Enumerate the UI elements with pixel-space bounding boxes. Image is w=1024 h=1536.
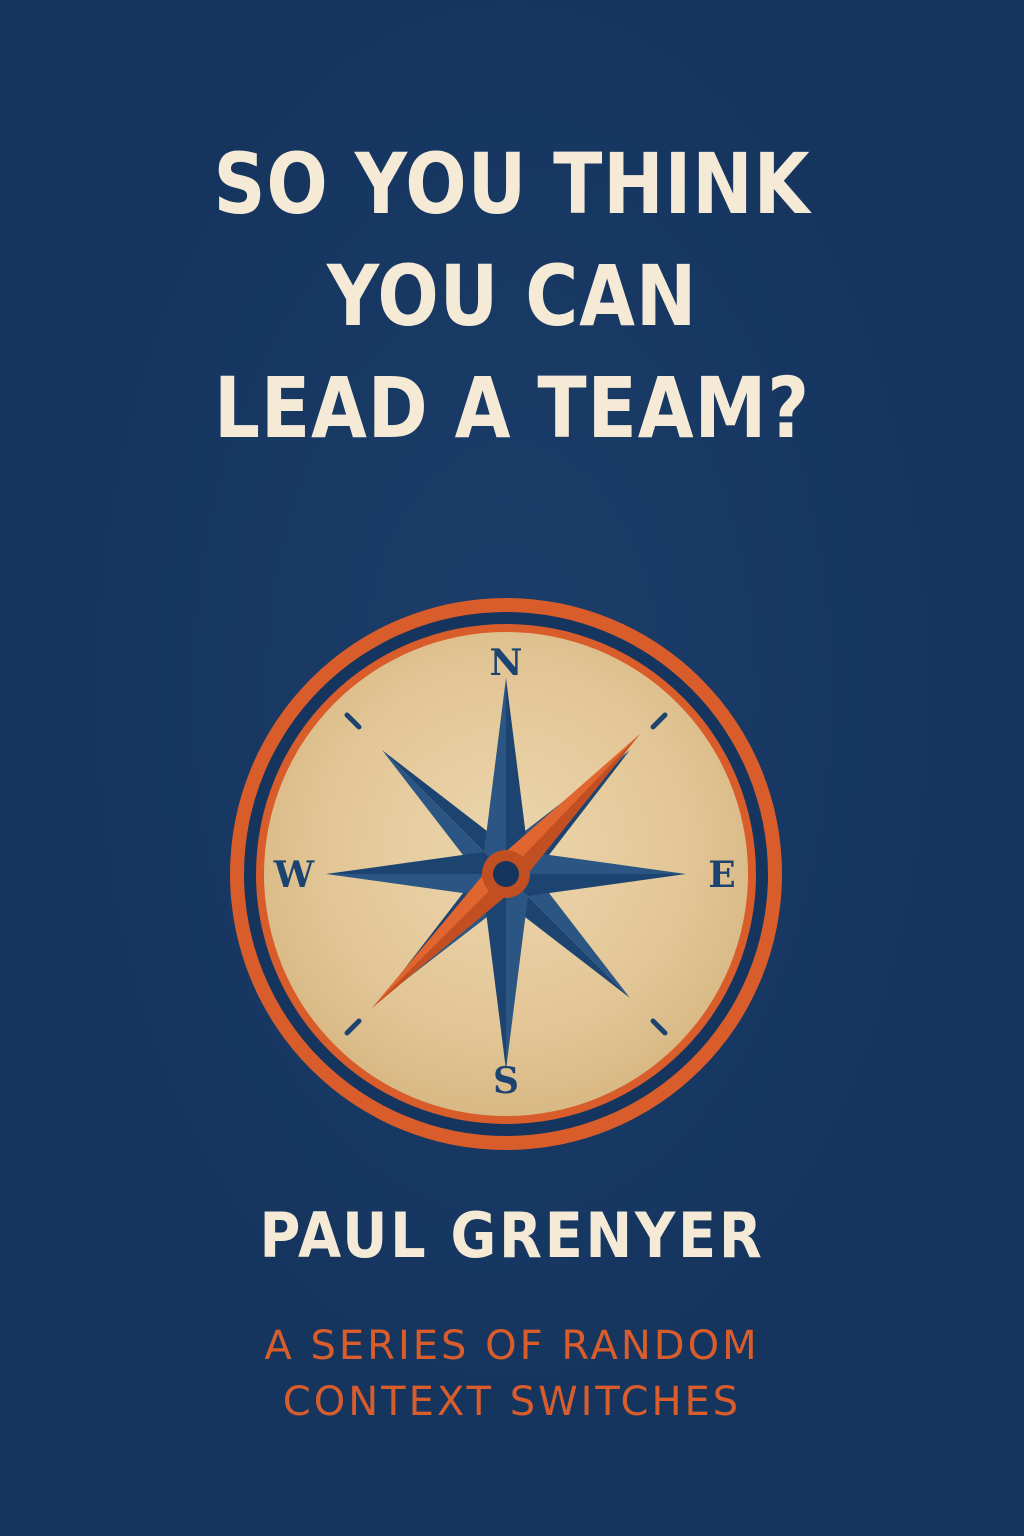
compass-letter-west: W	[273, 854, 315, 896]
compass-icon	[222, 590, 790, 1158]
compass-letter-south: S	[493, 1060, 519, 1102]
title-line-2: YOU CAN	[326, 247, 698, 345]
subtitle-line-2: CONTEXT SWITCHES	[282, 1379, 742, 1425]
title-line-3: LEAD A TEAM?	[213, 359, 811, 457]
book-subtitle	[0, 1318, 1024, 1430]
subtitle-line-1: A SERIES OF RANDOM	[264, 1323, 760, 1369]
title-line-1: SO YOU THINK	[213, 135, 811, 233]
compass-letter-north: N	[489, 642, 523, 684]
book-title	[0, 128, 1024, 464]
author-name: PAUL GRENYER	[259, 1199, 765, 1272]
compass-letter-east: E	[708, 854, 736, 896]
